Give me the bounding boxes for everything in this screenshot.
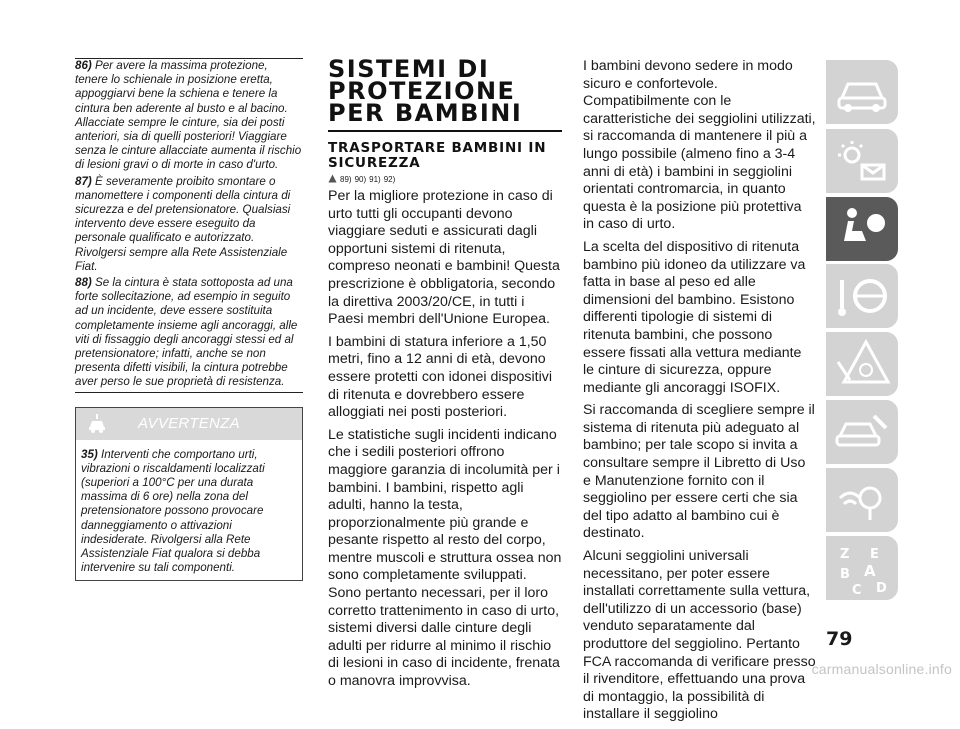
ref-91: 91) <box>369 175 381 184</box>
note-number: 86) <box>75 59 92 72</box>
footer-watermark[interactable]: carmanualsonline.info <box>811 661 952 677</box>
index-letter: D <box>876 581 887 596</box>
paragraph: Le statistiche sugli incidenti indicano che i sedili posteriori offrono maggiore garanzia di incolumità per i bambini. I bambini, rispetto agli adulti, hanno la testa, proporzionalmente più grande e pesante rispetto al resto del corpo, mentre muscoli e struttura ossea non sono completamente sviluppati. Sono pertanto necessari, per il loro corretto trattenimento in caso di urto, sistemi diversi dalle cinture degli adulti per ridurre al minimo il rischio di lesioni in caso di incidente, frenata o manovra improvvisa. <box>328 426 562 690</box>
note-88 <box>75 276 303 390</box>
tab-vehicle[interactable] <box>826 60 898 124</box>
note-87 <box>75 175 303 274</box>
warning-box <box>75 407 303 581</box>
index-letter: A <box>864 562 876 580</box>
middle-column <box>328 55 562 696</box>
car-icon <box>826 60 898 124</box>
ref-89: 89) <box>340 175 352 184</box>
ref-90: 90) <box>354 175 367 184</box>
warning-number: 35) <box>81 447 98 461</box>
note-text: Per avere la massima protezione, tenere lo schienale in posizione eretta, appoggiarvi bene la schiena e tenere la cintura ben aderente al busto e al bacino. Allacciate sempre le cinture, sia dei posti anteriori, sia di quelli posteriori! Viaggiare senza le cinture allacciate aumenta il rischio di lesioni gravi o di morte in caso d'urto. <box>75 59 302 172</box>
warning-ref-icon <box>328 174 337 185</box>
tab-safety[interactable] <box>826 197 898 261</box>
tab-starting-driving[interactable] <box>826 264 898 328</box>
paragraph: Per la migliore protezione in caso di urto tutti gli occupanti devono viaggiare seduti e assicurati dagli opportuni sistemi di ritenuta, compreso neonati e bambini! Questa prescrizione è obbligatoria, secondo la direttiva 2003/20/CE, in tutti i Paesi membri dell'Unione Europea. <box>328 188 560 328</box>
car-wrench-icon <box>826 400 898 464</box>
tab-maintenance[interactable] <box>826 400 898 464</box>
paragraph: La scelta del dispositivo di ritenuta bambino più idoneo da utilizzare va fatta in base al peso ed alle dimensioni del bambino. Esistono differenti tipologie di sistemi di ritenuta bambini, che possono essere fissati alla vettura mediante le cinture di sicurezza, oppure mediante gli ancoraggi ISOFIX. <box>583 238 806 396</box>
note-number: 87) <box>75 174 92 188</box>
warning-title: AVVERTENZA <box>138 414 240 432</box>
seat-airbag-icon <box>826 197 898 261</box>
car-lift-warning-icon <box>86 413 108 439</box>
paragraph: Alcuni seggiolini universali necessitano, per poter essere installati correttamente sulla vettura, dell'utilizzo di un accessorio (base) venduto separatamente dal produttore del seggiolino. Pertanto FCA raccomanda di verificare presso il rivenditore, effettuando una prova di montaggio, la possibilità di installare il seggiolino <box>583 548 816 723</box>
title-rule <box>328 130 562 132</box>
tab-emergency[interactable] <box>826 332 898 396</box>
radio-navigation-icon <box>826 468 898 532</box>
dashboard-lights-icon <box>826 129 898 193</box>
index-letter: Z <box>840 547 850 562</box>
note-text: Se la cintura è stata sottoposta ad una forte sollecitazione, ad esempio in seguito ad un incidente, deve essere sostituita completamente insieme agli ancoraggi, alle viti di fissaggio degli ancoraggi stessi ed al pretensionatore; infatti, anche se non presenta difetti visibili, la cintura potrebbe aver perso le sue proprietà di resistenza. <box>75 276 298 389</box>
key-steering-icon <box>826 264 898 328</box>
section-subtitle: TRASPORTARE BAMBINI IN SICUREZZA <box>328 140 547 171</box>
paragraph: Si raccomanda di scegliere sempre il sistema di ritenuta più adeguato al bambino; per tale scopo si invita a consultare sempre il Libretto di Uso e Manutenzione fornito con il seggiolino per essere certi che sia del tipo adatto al bambino cui è destinato. <box>583 402 815 542</box>
note-text: È severamente proibito smontare o manomettere i componenti della cintura di sicurezza e del pretensionatore. Qualsiasi intervento deve essere eseguito da personale qualificato e autorizzato. Rivolgersi sempre alla Rete Assistenziale Fiat. <box>75 174 291 273</box>
alphabet-index-icon <box>826 536 898 600</box>
page-number: 79 <box>826 628 853 650</box>
tab-index[interactable] <box>826 536 898 600</box>
left-column <box>75 58 303 581</box>
tab-multimedia[interactable] <box>826 468 898 532</box>
right-column <box>583 58 816 729</box>
warning-body <box>76 440 302 580</box>
tab-dashboard[interactable] <box>826 129 898 193</box>
note-number: 88) <box>75 276 92 290</box>
ref-92: 92) <box>383 175 396 184</box>
paragraph: I bambini di statura inferiore a 1,50 metri, fino a 12 anni di età, devono essere protetti con idonei dispositivi di ritenuta e dovrebbero essere alloggiati nei posti posteriori. <box>328 333 552 421</box>
warning-text: Interventi che comportano urti, vibrazioni o riscaldamenti localizzati (superiori a 100°C per una durata massima di 6 ore) nella zona del pretensionatore possono provocare danneggiamento o attivazioni indesiderate. Rivolgersi alla Rete Assistenziale Fiat qualora si debba intervenire su tali componenti. <box>81 447 265 575</box>
warning-triangle-icon <box>826 332 898 396</box>
section-title: SISTEMI DI PROTEZIONE PER BAMBINI <box>328 55 523 127</box>
index-letter: B <box>840 567 850 582</box>
notes-bottom-rule <box>75 392 303 393</box>
index-letter: C <box>852 583 862 598</box>
warning-header <box>76 408 302 440</box>
paragraph: I bambini devono sedere in modo sicuro e confortevole. Compatibilmente con le caratteristiche dei seggiolini utilizzati, si raccomanda di mantenere il più a lungo possibile (almeno fino a 3-4 anni di età) i bambini in seggiolini orientati contromarcia, in quanto questa è la posizione più protettiva in caso di urto. <box>583 58 816 233</box>
note-86 <box>75 59 303 173</box>
note-references <box>328 174 562 185</box>
index-letter: E <box>870 547 879 562</box>
